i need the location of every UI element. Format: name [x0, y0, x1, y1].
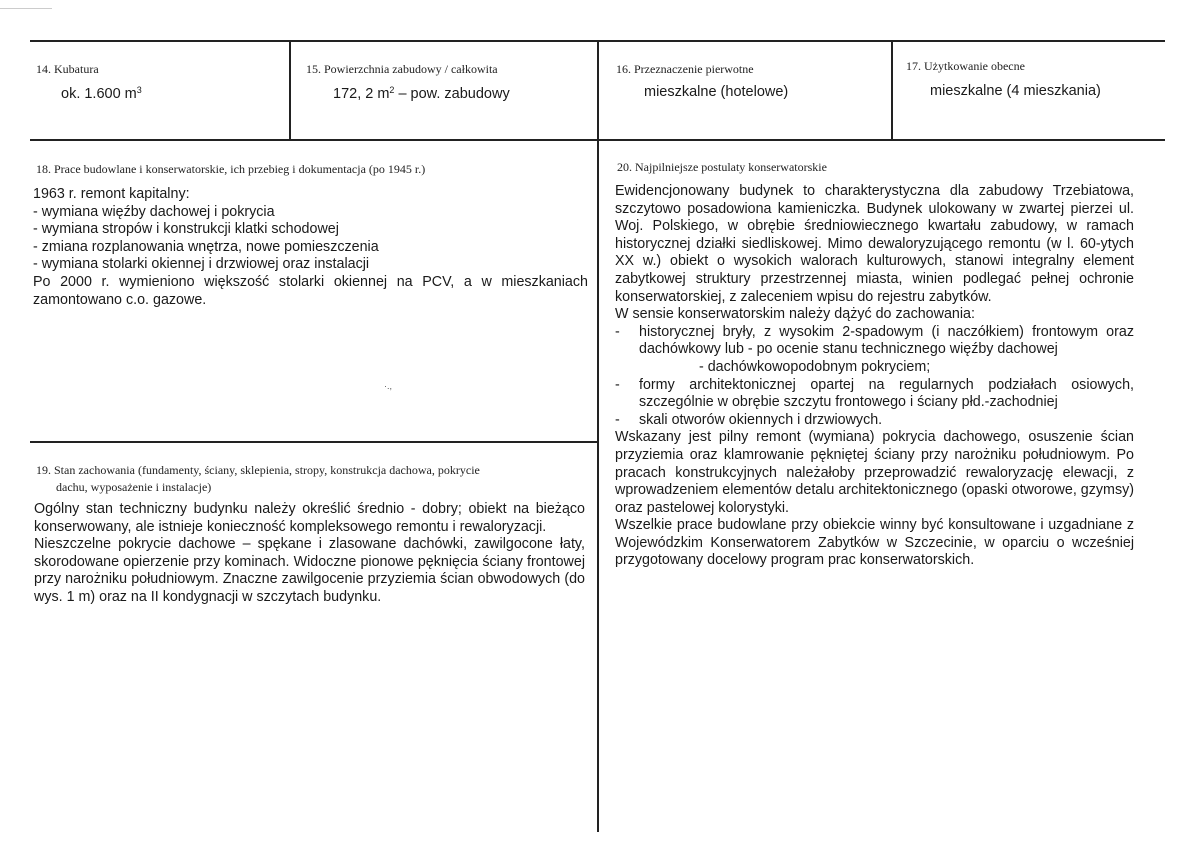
list-dash: - — [615, 376, 620, 393]
prace-line: - wymiana więźby dachowej i pokrycia — [33, 203, 275, 220]
postulaty-paragraph-4: Wszelkie prace budowlane przy obiekcie winny być konsultowane i uzgadniane z Wojewódzkim Konserwatorem Zabytków w Szczecinie, w oparciu o wcześniej przygotowany docelowy program prac konserwatorskich. — [615, 517, 1134, 569]
stan-label-line2: dachu, wyposażenie i instalacje) — [56, 480, 212, 494]
powierzchnia-number: 172, 2 m — [333, 86, 390, 102]
divider-14-15 — [289, 40, 291, 141]
powierzchnia-unit-sup: 2 — [389, 85, 395, 95]
divider-center — [597, 40, 599, 832]
list-item-text: skali otworów okiennych i drzwiowych. — [639, 411, 883, 428]
list-item-main: historycznej bryły, z wysokim 2-spadowym (i naczółkiem) frontowym oraz dachówkowy lub - po ocenie stanu technicznego więźby dachowej — [639, 323, 1134, 358]
postulaty-list-item — [615, 324, 1134, 377]
list-dash: - — [615, 411, 620, 428]
postulaty-paragraph-3: Wskazany jest pilny remont (wymiana) pokrycia dachowego, osuszenie ścian przyziemia oraz klamrowanie pękniętej ściany przy narożniku południowym. Po pracach konstrukcyjnych należałoby przeprowadzić rewaloryzację elewacji, z wprowadzeniem elementów detalu architektonicznego (opaski otworowe, gzymsy) oraz pastelowej kolorystyki. — [615, 429, 1134, 516]
kubatura-value — [61, 86, 142, 103]
prace-line: 1963 r. remont kapitalny: — [33, 186, 190, 202]
prace-paragraph: Po 2000 r. wymieniono większość stolarki okiennej na PCV, a w mieszkaniach zamontowano c.o. gazowe. — [33, 273, 588, 308]
stan-label-line1: 19. Stan zachowania (fundamenty, ściany, sklepienia, stropy, konstrukcja dachowa, pokrycie — [36, 463, 480, 477]
scan-speck: ·., — [384, 381, 392, 391]
prace-line: - wymiana stolarki okiennej i drzwiowej oraz instalacji — [33, 256, 370, 273]
divider-16-17 — [891, 40, 893, 141]
prace-line: - wymiana stropów i konstrukcji klatki schodowej — [33, 221, 339, 238]
uzytkowanie-value: mieszkalne (4 mieszkania) — [930, 83, 1101, 99]
prace-line: - zmiana rozplanowania wnętrza, nowe pomieszczenia — [33, 238, 379, 255]
prace-text — [33, 186, 588, 309]
postulaty-paragraph-1: Ewidencjonowany budynek to charakterystyczna dla zabudowy Trzebiatowa, szczytowo posadowiona kamieniczka. Budynek ulokowany w zwartej pierzei ul. Woj. Polskiego, w obrębie średniowiecznego kwartału zabudowy, w ramach historycznej działki siedliskowej. Mimo dewaloryzującego remontu (w l. 60-ytych XX w.) obiekt o wysokich walorach kulturowych, stanowi integralny element zabytkowej struktury przestrzennej miasta, winien podlegać pełnej ochronie konserwatorskiej, z zaleceniem wpisu do rejestru zabytków. — [615, 183, 1134, 305]
postulaty-paragraph-2: W sensie konserwatorskim należy dążyć do zachowania: — [615, 306, 975, 323]
list-item-tail: - dachówkowopodobnym pokryciem; — [699, 358, 931, 375]
stan-label — [36, 463, 576, 494]
postulaty-text — [615, 183, 1134, 570]
przeznaczenie-label: 16. Przeznaczenie pierwotne — [616, 62, 754, 76]
kubatura-unit-sup: 3 — [136, 85, 142, 95]
list-item-text: formy architektonicznej opartej na regularnych podziałach osiowych, szczególnie w obrębie szczytu frontowego i ściany płd.-zachodniej — [639, 376, 1134, 411]
powierzchnia-label: 15. Powierzchnia zabudowy / całkowita — [306, 62, 498, 76]
postulaty-list-item — [615, 412, 1134, 430]
left-column-divider — [30, 441, 598, 443]
kubatura-label: 14. Kubatura — [36, 62, 99, 76]
prace-label: 18. Prace budowlane i konserwatorskie, ich przebieg i dokumentacja (po 1945 r.) — [36, 162, 426, 176]
list-dash: - — [615, 323, 620, 340]
stan-text — [34, 501, 585, 607]
powierzchnia-desc: – pow. zabudowy — [394, 86, 510, 102]
uzytkowanie-label: 17. Użytkowanie obecne — [906, 59, 1025, 73]
kubatura-number: ok. 1.600 m — [61, 86, 137, 102]
postulaty-label: 20. Najpilniejsze postulaty konserwatorskie — [617, 160, 827, 174]
postulaty-list-item — [615, 377, 1134, 412]
stan-paragraph-1: Ogólny stan techniczny budynku należy określić średnio - dobry; obiekt na bieżąco konserwowany, ale istnieje konieczność kompleksowego remontu i rewaloryzacji. — [34, 501, 585, 535]
powierzchnia-value — [333, 86, 510, 103]
scan-mark — [0, 8, 52, 9]
list-item-text — [639, 324, 1134, 377]
stan-paragraph-2: Nieszczelne pokrycie dachowe – spękane i zlasowane dachówki, zawilgocone łaty, skorodowane opierzenie przy kominach. Widoczne pionowe pęknięcia ściany frontowej przy narożniku południowym. Znaczne zawilgocenie przyziemia ścian obwodowych (do wys. 1 m) oraz na II kondygnacji w szczytach budynku. — [34, 536, 585, 605]
przeznaczenie-value: mieszkalne (hotelowe) — [644, 84, 789, 100]
